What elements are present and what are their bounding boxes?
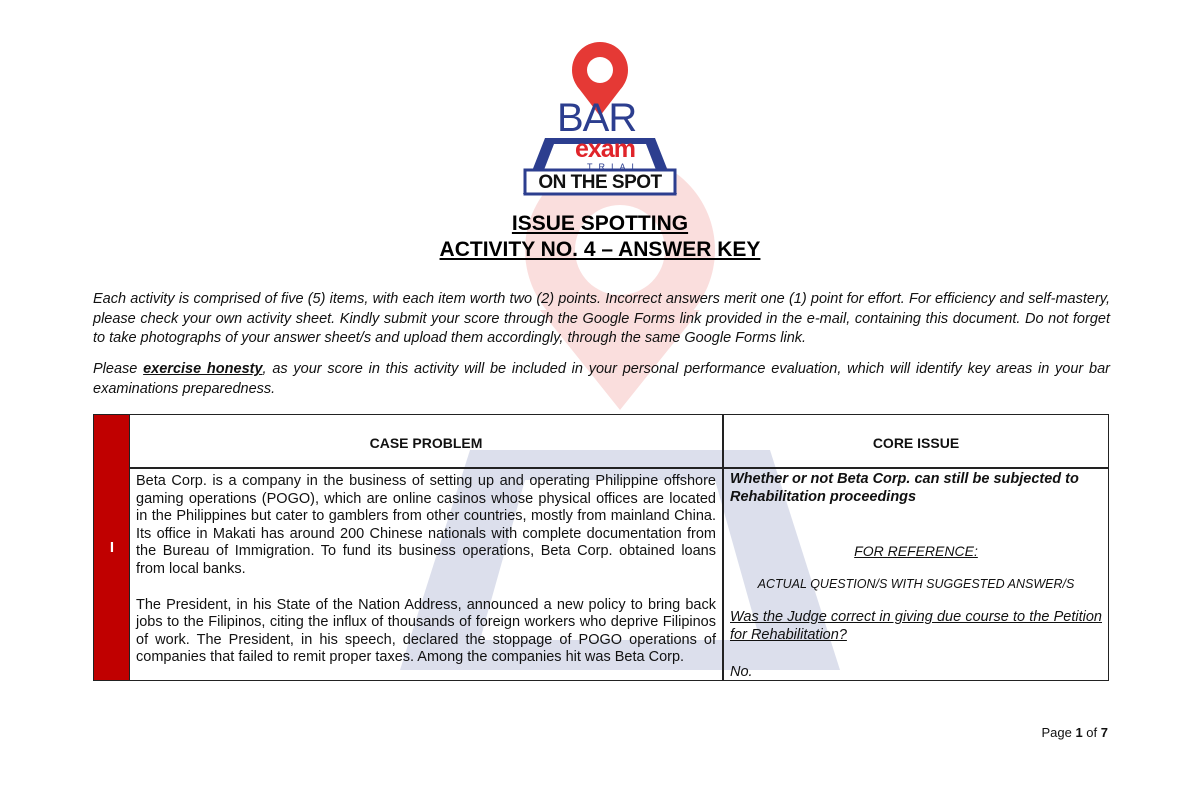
suggested-answer-text: No. (730, 664, 753, 680)
honesty-suffix: , as your score in this activity will be included in your personal performance evaluation, which will identify key areas in your bar examinations preparedness. (93, 361, 1110, 397)
logo-exam-text: exam (575, 135, 635, 163)
brand-logo (505, 38, 695, 198)
answer-key-table (93, 414, 1109, 681)
header-divider (130, 467, 1108, 469)
honesty-prefix: Please (93, 361, 144, 377)
honesty-emphasis: exercise honesty (143, 361, 263, 377)
case-problem-cell (136, 473, 716, 667)
for-reference-label: FOR REFERENCE: (854, 543, 978, 559)
honesty-paragraph (93, 360, 1110, 399)
case-paragraph-1: Beta Corp. is a company in the business of setting up and operating Philippine offshore gaming operations (POGO), which are online casinos whose physical offices are located in the Philippines but cater to gamblers from other countries, mostly from mainland China. Its office in Makati has around 200 Chinese nationals with complete documentation from the Bureau of Immigration. To fund its business operations, Beta Corp. obtained loans from local banks. (136, 473, 716, 577)
header-core-issue: CORE ISSUE (872, 435, 960, 451)
logo-bar-text: BAR (557, 96, 637, 140)
logo-on-the-spot-text: ON THE SPOT (538, 172, 662, 193)
actual-question-text: Was the Judge correct in giving due course to the Petition for Rehabilitation? (730, 609, 1102, 643)
logo-trial-text: TRIAL (587, 162, 643, 172)
document-title: ISSUE SPOTTING (511, 212, 689, 235)
page-total: 7 (1100, 725, 1108, 740)
instructions-paragraph: Each activity is comprised of five (5) items, with each item worth two (2) points. Incorrect answers merit one (1) point for effort. For efficiency and self-mastery, please check your own activity sheet. Kindly submit your score through the Google Forms link provided in the e-mail, containing this document. Do not forget to take photographs of your answer sheet/s and upload them accordingly, through the same Google Forms link. (93, 291, 1110, 346)
item-number: I (109, 539, 115, 556)
core-issue-cell (730, 471, 1102, 680)
core-issue-text: Whether or not Beta Corp. can still be subjected to Rehabilitation proceedings (730, 471, 1079, 505)
page-word: Page (1041, 725, 1072, 740)
page-number (1041, 725, 1108, 740)
header-case-problem: CASE PROBLEM (369, 435, 483, 451)
case-paragraph-2: The President, in his State of the Nation Address, announced a new policy to bring back jobs to the Filipinos, citing the influx of thousands of foreign workers who deprive Filipinos of work. The President, in his speech, declared the stoppage of POGO operations of companies that failed to remit proper taxes. Among the companies hit was Beta Corp. (136, 596, 716, 666)
page-current: 1 (1075, 725, 1083, 740)
document-subtitle: ACTIVITY NO. 4 – ANSWER KEY (439, 238, 761, 261)
actual-question-label: ACTUAL QUESTION/S WITH SUGGESTED ANSWER/S (757, 577, 1075, 591)
page-of-word: of (1086, 725, 1098, 740)
item-number-column (94, 415, 130, 680)
column-divider (722, 415, 724, 680)
